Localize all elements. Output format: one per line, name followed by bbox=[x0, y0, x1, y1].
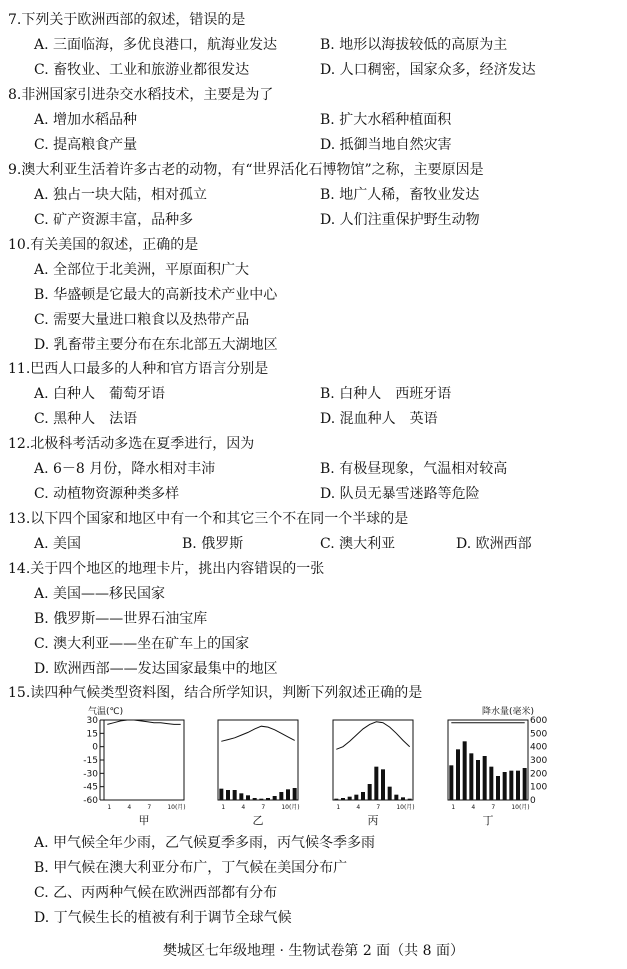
precip-bar bbox=[233, 790, 237, 800]
month-tick-label: 10(月) bbox=[511, 804, 530, 811]
precip-bar bbox=[273, 796, 277, 800]
climate-panel-frame bbox=[218, 720, 298, 800]
left-axis-label: 气温(℃) bbox=[88, 707, 124, 717]
precip-bar bbox=[496, 776, 500, 800]
precip-bar bbox=[253, 798, 257, 800]
option[interactable]: B. 有极昼现象，气温相对较高 bbox=[320, 461, 508, 477]
precip-bar bbox=[394, 795, 398, 800]
option[interactable]: A. 三面临海，多优良港口，航海业发达 bbox=[34, 37, 278, 53]
precip-bar bbox=[401, 797, 405, 800]
option[interactable]: C. 动植物资源种类多样 bbox=[34, 486, 180, 502]
climate-charts bbox=[0, 702, 627, 830]
month-tick-label: 4 bbox=[471, 804, 476, 811]
option[interactable]: D. 抵御当地自然灾害 bbox=[320, 137, 452, 153]
question-stem: 11.巴西人口最多的人种和官方语言分别是 bbox=[8, 361, 269, 377]
precip-tick-label: 200 bbox=[530, 769, 548, 780]
precip-bar bbox=[259, 799, 263, 800]
month-tick-label: 7 bbox=[376, 804, 381, 811]
precip-bar bbox=[523, 768, 527, 800]
temp-tick-label: 30 bbox=[86, 716, 98, 726]
question-stem: 9.澳大利亚生活着许多古老的动物，有“世界活化石博物馆”之称，主要原因是 bbox=[8, 162, 484, 178]
temp-tick-label: -60 bbox=[83, 796, 98, 806]
precip-bar bbox=[266, 798, 270, 800]
precip-tick-label: 600 bbox=[530, 716, 548, 726]
precip-bar bbox=[456, 749, 460, 800]
precip-bar bbox=[354, 795, 358, 800]
precip-bar bbox=[219, 789, 223, 800]
option[interactable]: C. 畜牧业、工业和旅游业都很发达 bbox=[34, 62, 250, 78]
month-tick-label: 1 bbox=[107, 804, 112, 811]
month-tick-label: 7 bbox=[491, 804, 496, 811]
climate-panel-name: 丙 bbox=[367, 814, 379, 827]
temp-line bbox=[107, 720, 180, 724]
precip-tick-label: 300 bbox=[530, 756, 548, 766]
option[interactable]: B. 地形以海拔较低的高原为主 bbox=[320, 37, 508, 53]
month-tick-label: 10(月) bbox=[396, 804, 415, 811]
precip-bar bbox=[239, 793, 243, 800]
option[interactable]: C. 澳大利亚 bbox=[320, 536, 396, 552]
temp-tick-label: -15 bbox=[83, 756, 98, 766]
option[interactable]: A. 全部位于北美洲，平原面积广大 bbox=[34, 262, 250, 278]
precip-tick-label: 400 bbox=[530, 742, 548, 753]
precip-bar bbox=[469, 753, 473, 800]
precip-bar bbox=[509, 771, 513, 800]
precip-bar bbox=[476, 760, 480, 800]
option[interactable]: A. 白种人 葡萄牙语 bbox=[34, 386, 166, 402]
temp-line bbox=[336, 722, 409, 750]
temp-tick-label: 0 bbox=[92, 742, 98, 753]
precip-bar bbox=[279, 792, 283, 800]
precip-bar bbox=[449, 765, 453, 800]
precip-bar bbox=[293, 788, 297, 800]
option[interactable]: C. 黑种人 法语 bbox=[34, 411, 138, 427]
month-tick-label: 4 bbox=[356, 804, 361, 811]
precip-bar bbox=[374, 767, 378, 800]
month-tick-label: 10(月) bbox=[167, 804, 186, 811]
precip-bar bbox=[388, 787, 392, 800]
option[interactable]: D. 队员无暴雪迷路等危险 bbox=[320, 486, 480, 502]
climate-panel-name: 丁 bbox=[482, 814, 494, 827]
option[interactable]: A. 独占一块大陆，相对孤立 bbox=[34, 187, 208, 203]
option[interactable]: B. 白种人 西班牙语 bbox=[320, 386, 452, 402]
month-tick-label: 7 bbox=[147, 804, 152, 811]
climate-panel-frame bbox=[333, 720, 413, 800]
option[interactable]: D. 欧洲西部 bbox=[456, 536, 532, 552]
month-tick-label: 7 bbox=[261, 804, 266, 811]
option[interactable]: D. 混血种人 英语 bbox=[320, 411, 438, 427]
precip-bar bbox=[408, 799, 412, 800]
question-stem: 8.非洲国家引进杂交水稻技术，主要是为了 bbox=[8, 87, 274, 103]
option[interactable]: B. 俄罗斯 bbox=[182, 536, 244, 552]
climate-panel-frame bbox=[104, 720, 184, 800]
page-footer: 樊城区七年级地理 · 生物试卷第 2 面（共 8 面） bbox=[163, 943, 464, 959]
precip-bar bbox=[503, 772, 507, 800]
option[interactable]: A. 增加水稻品种 bbox=[34, 112, 138, 128]
option[interactable]: A. 甲气候全年少雨，乙气候夏季多雨，丙气候冬季多雨 bbox=[34, 835, 376, 851]
climate-panel-name: 甲 bbox=[138, 814, 150, 827]
month-tick-label: 1 bbox=[221, 804, 226, 811]
option[interactable]: B. 地广人稀，畜牧业发达 bbox=[320, 187, 480, 203]
option[interactable]: C. 提高粮食产量 bbox=[34, 137, 138, 153]
precip-tick-label: 100 bbox=[530, 782, 548, 793]
month-tick-label: 10(月) bbox=[281, 804, 300, 811]
month-tick-label: 1 bbox=[451, 804, 456, 811]
precip-bar bbox=[516, 771, 520, 800]
precip-bar bbox=[463, 741, 467, 800]
climate-panel-name: 乙 bbox=[252, 814, 264, 827]
precip-bar bbox=[483, 756, 487, 800]
precip-bar bbox=[341, 798, 345, 800]
option[interactable]: B. 甲气候在澳大利亚分布广，丁气候在美国分布广 bbox=[34, 860, 348, 876]
precip-bar bbox=[381, 769, 385, 800]
option[interactable]: D. 乳畜带主要分布在东北部五大湖地区 bbox=[34, 337, 278, 353]
option[interactable]: A. 6－8 月份，降水相对丰沛 bbox=[34, 461, 216, 477]
question-stem: 12.北极科考活动多选在夏季进行，因为 bbox=[8, 436, 255, 452]
question-stem: 7.下列关于欧洲西部的叙述，错误的是 bbox=[8, 12, 246, 28]
precip-bar bbox=[489, 767, 493, 800]
precip-bar bbox=[286, 789, 290, 800]
temp-tick-label: 15 bbox=[86, 729, 98, 740]
option[interactable]: D. 人们注重保护野生动物 bbox=[320, 212, 480, 228]
question-stem: 13.以下四个国家和地区中有一个和其它三个不在同一个半球的是 bbox=[8, 511, 409, 527]
precip-bar bbox=[246, 795, 250, 800]
precip-bar bbox=[334, 799, 338, 800]
precip-bar bbox=[368, 784, 372, 800]
precip-bar bbox=[361, 792, 365, 800]
option[interactable]: B. 华盛顿是它最大的高新技术产业中心 bbox=[34, 287, 278, 303]
option[interactable]: C. 澳大利亚——坐在矿车上的国家 bbox=[34, 636, 250, 652]
temp-tick-label: -45 bbox=[83, 782, 98, 793]
temp-line bbox=[221, 726, 294, 741]
temp-tick-label: -30 bbox=[83, 769, 98, 780]
question-stem: 14.关于四个地区的地理卡片，挑出内容错误的一张 bbox=[8, 561, 325, 577]
option[interactable]: B. 扩大水稻种植面积 bbox=[320, 112, 452, 128]
precip-tick-label: 0 bbox=[530, 796, 536, 806]
option[interactable]: B. 俄罗斯——世界石油宝库 bbox=[34, 611, 208, 627]
option[interactable]: C. 矿产资源丰富，品种多 bbox=[34, 212, 194, 228]
option[interactable]: D. 人口稠密，国家众多，经济发达 bbox=[320, 62, 536, 78]
month-tick-label: 1 bbox=[336, 804, 341, 811]
option[interactable]: A. 美国——移民国家 bbox=[34, 586, 166, 602]
option[interactable]: D. 欧洲西部——发达国家最集中的地区 bbox=[34, 661, 278, 677]
question-stem: 15.读四种气候类型资料图，结合所学知识，判断下列叙述正确的是 bbox=[8, 685, 423, 701]
precip-tick-label: 500 bbox=[530, 729, 548, 740]
precip-bar bbox=[226, 790, 230, 800]
precip-bar bbox=[348, 797, 352, 800]
question-stem: 10.有关美国的叙述，正确的是 bbox=[8, 237, 199, 253]
month-tick-label: 4 bbox=[241, 804, 246, 811]
month-tick-label: 4 bbox=[127, 804, 132, 811]
option[interactable]: C. 乙、丙两种气候在欧洲西部都有分布 bbox=[34, 885, 278, 901]
option[interactable]: D. 丁气候生长的植被有利于调节全球气候 bbox=[34, 910, 292, 926]
option[interactable]: C. 需要大量进口粮食以及热带产品 bbox=[34, 312, 250, 328]
option[interactable]: A. 美国 bbox=[34, 536, 82, 552]
right-axis-label: 降水量(毫米) bbox=[482, 707, 535, 717]
